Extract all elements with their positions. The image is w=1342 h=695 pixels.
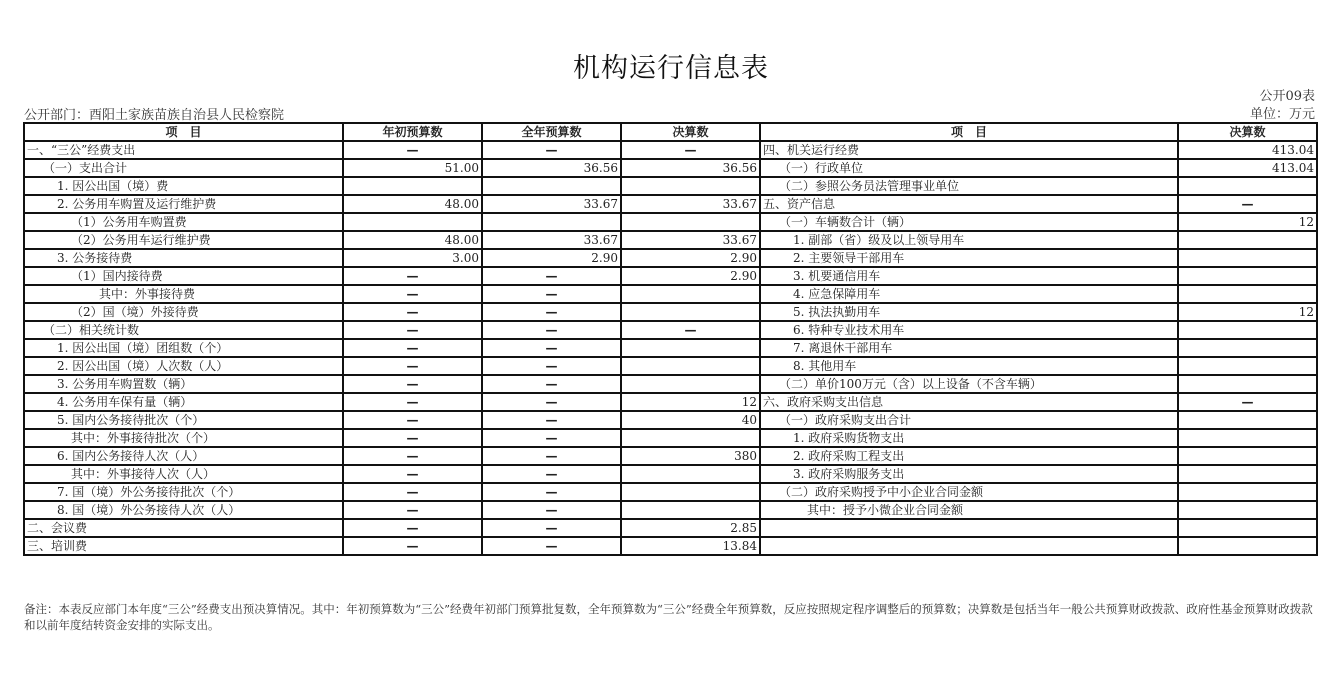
cell-item-right: 3. 机要通信用车 (760, 267, 1178, 285)
footnote: 备注：本表反应部门本年度“三公”经费支出预决算情况。其中：年初预算数为“三公”经费年初部门预算批复数，全年预算数为“三公”经费全年预算数，反应按照规定程序调整后的预算数；决算数是包括当年一般公共预算财政拨款、政府性基金预算财政拨款和以前年度结转资金安排的实际支出。 (24, 602, 1313, 632)
cell-item-left: （1）国内接待费 (24, 267, 343, 285)
cell-initial-budget: 48.00 (343, 195, 482, 213)
cell-final-right (1178, 339, 1317, 357)
cell-item-right: 五、资产信息 (760, 195, 1178, 213)
cell-initial-budget: — (343, 393, 482, 411)
cell-item-right: 1. 政府采购货物支出 (760, 429, 1178, 447)
cell-item-right: 其中：授予小微企业合同金额 (760, 501, 1178, 519)
col-header-initial-budget: 年初预算数 (343, 123, 482, 141)
cell-initial-budget: — (343, 303, 482, 321)
cell-final-left: 2.85 (621, 519, 760, 537)
cell-final-right: — (1178, 195, 1317, 213)
cell-annual-budget: — (482, 429, 621, 447)
cell-annual-budget: — (482, 267, 621, 285)
cell-final-right (1178, 519, 1317, 537)
cell-initial-budget: — (343, 537, 482, 555)
cell-item-left: 其中：外事接待人次（人） (24, 465, 343, 483)
cell-initial-budget: — (343, 267, 482, 285)
table-row (24, 303, 1317, 321)
cell-initial-budget: — (343, 429, 482, 447)
department-label: 公开部门：酉阳土家族苗族自治县人民检察院 (24, 108, 285, 123)
cell-item-left: （二）相关统计数 (24, 321, 343, 339)
cell-final-right (1178, 231, 1317, 249)
cell-final-left (621, 339, 760, 357)
cell-item-left: 4. 公务用车保有量（辆） (24, 393, 343, 411)
cell-final-left (621, 375, 760, 393)
cell-initial-budget: — (343, 483, 482, 501)
table-code: 公开09表 (1259, 89, 1315, 104)
cell-final-right (1178, 429, 1317, 447)
cell-initial-budget: 48.00 (343, 231, 482, 249)
cell-item-right (760, 519, 1178, 537)
cell-initial-budget: — (343, 375, 482, 393)
cell-annual-budget: — (482, 501, 621, 519)
cell-final-left (621, 465, 760, 483)
cell-annual-budget: 2.90 (482, 249, 621, 267)
cell-item-right: （一）车辆数合计（辆） (760, 213, 1178, 231)
cell-annual-budget: — (482, 303, 621, 321)
cell-item-left: 5. 国内公务接待批次（个） (24, 411, 343, 429)
cell-initial-budget: 51.00 (343, 159, 482, 177)
table-row (24, 231, 1317, 249)
cell-final-right (1178, 411, 1317, 429)
cell-final-right (1178, 285, 1317, 303)
col-header-item-left: 项 目 (24, 123, 343, 141)
col-header-annual-budget: 全年预算数 (482, 123, 621, 141)
cell-final-left (621, 483, 760, 501)
cell-item-left: 2. 公务用车购置及运行维护费 (24, 195, 343, 213)
cell-item-right: 4. 应急保障用车 (760, 285, 1178, 303)
cell-final-right: 12 (1178, 213, 1317, 231)
cell-item-right: （二）参照公务员法管理事业单位 (760, 177, 1178, 195)
table-row (24, 159, 1317, 177)
cell-initial-budget: — (343, 339, 482, 357)
cell-final-right (1178, 177, 1317, 195)
col-header-final-right: 决算数 (1178, 123, 1317, 141)
table-row (24, 285, 1317, 303)
cell-annual-budget: 36.56 (482, 159, 621, 177)
cell-item-right: （一）政府采购支出合计 (760, 411, 1178, 429)
cell-final-left (621, 285, 760, 303)
cell-final-left (621, 501, 760, 519)
cell-item-left: 3. 公务接待费 (24, 249, 343, 267)
cell-initial-budget: — (343, 465, 482, 483)
cell-final-right (1178, 249, 1317, 267)
cell-annual-budget: — (482, 447, 621, 465)
cell-item-left: （1）公务用车购置费 (24, 213, 343, 231)
cell-item-right: （二）单价100万元（含）以上设备（不含车辆） (760, 375, 1178, 393)
cell-final-right: 12 (1178, 303, 1317, 321)
info-table (23, 122, 1318, 556)
cell-initial-budget (343, 213, 482, 231)
cell-final-left: 36.56 (621, 159, 760, 177)
cell-item-left: 一、“三公”经费支出 (24, 141, 343, 159)
table-row (24, 375, 1317, 393)
cell-final-left: 33.67 (621, 195, 760, 213)
table-row (24, 357, 1317, 375)
cell-final-left: — (621, 321, 760, 339)
cell-final-left: 13.84 (621, 537, 760, 555)
cell-item-left: （2）公务用车运行维护费 (24, 231, 343, 249)
cell-annual-budget: 33.67 (482, 231, 621, 249)
cell-item-left: （一）支出合计 (24, 159, 343, 177)
table-row (24, 483, 1317, 501)
cell-final-right (1178, 267, 1317, 285)
cell-final-right: 413.04 (1178, 159, 1317, 177)
cell-item-left: 7. 国（境）外公务接待批次（个） (24, 483, 343, 501)
cell-final-left: 33.67 (621, 231, 760, 249)
table-row (24, 213, 1317, 231)
cell-item-left: 3. 公务用车购置数（辆） (24, 375, 343, 393)
cell-item-left: 三、培训费 (24, 537, 343, 555)
table-row (24, 537, 1317, 555)
table-row (24, 411, 1317, 429)
cell-annual-budget: 33.67 (482, 195, 621, 213)
col-header-final-left: 决算数 (621, 123, 760, 141)
table-row (24, 267, 1317, 285)
cell-final-left: 380 (621, 447, 760, 465)
cell-annual-budget: — (482, 519, 621, 537)
cell-item-left: 1. 因公出国（境）团组数（个） (24, 339, 343, 357)
cell-initial-budget: — (343, 447, 482, 465)
cell-item-right: 5. 执法执勤用车 (760, 303, 1178, 321)
cell-item-right: 1. 副部（省）级及以上领导用车 (760, 231, 1178, 249)
table-header-row (24, 123, 1317, 141)
cell-item-left: （2）国（境）外接待费 (24, 303, 343, 321)
cell-final-left (621, 177, 760, 195)
table-row (24, 465, 1317, 483)
cell-annual-budget: — (482, 465, 621, 483)
cell-initial-budget: — (343, 141, 482, 159)
cell-item-left: 1. 因公出国（境）费 (24, 177, 343, 195)
cell-final-left (621, 303, 760, 321)
cell-final-left: 2.90 (621, 249, 760, 267)
cell-annual-budget: — (482, 285, 621, 303)
table-row (24, 321, 1317, 339)
cell-final-left (621, 357, 760, 375)
page-title: 机构运行信息表 (573, 53, 769, 84)
cell-initial-budget: — (343, 501, 482, 519)
cell-annual-budget: — (482, 339, 621, 357)
cell-initial-budget: — (343, 285, 482, 303)
cell-item-right: 6. 特种专业技术用车 (760, 321, 1178, 339)
cell-annual-budget: — (482, 357, 621, 375)
table-row (24, 141, 1317, 159)
cell-annual-budget: — (482, 141, 621, 159)
cell-final-left: — (621, 141, 760, 159)
cell-item-right: （二）政府采购授予中小企业合同金额 (760, 483, 1178, 501)
table-row (24, 429, 1317, 447)
cell-item-right: 3. 政府采购服务支出 (760, 465, 1178, 483)
cell-final-left (621, 429, 760, 447)
cell-final-right (1178, 537, 1317, 555)
cell-final-right (1178, 321, 1317, 339)
table-row (24, 177, 1317, 195)
col-header-item-right: 项 目 (760, 123, 1178, 141)
cell-final-left: 12 (621, 393, 760, 411)
cell-annual-budget (482, 213, 621, 231)
cell-item-right: （一）行政单位 (760, 159, 1178, 177)
cell-final-left: 40 (621, 411, 760, 429)
cell-final-right: 413.04 (1178, 141, 1317, 159)
cell-final-right (1178, 357, 1317, 375)
cell-initial-budget: — (343, 357, 482, 375)
table-body (24, 141, 1317, 555)
cell-item-left: 8. 国（境）外公务接待人次（人） (24, 501, 343, 519)
cell-item-right: 六、政府采购支出信息 (760, 393, 1178, 411)
unit-label: 单位：万元 (1249, 107, 1315, 122)
cell-annual-budget: — (482, 537, 621, 555)
cell-final-right (1178, 465, 1317, 483)
cell-annual-budget: — (482, 483, 621, 501)
cell-final-right (1178, 447, 1317, 465)
cell-initial-budget: — (343, 411, 482, 429)
cell-initial-budget: — (343, 519, 482, 537)
table-row (24, 501, 1317, 519)
table-row (24, 447, 1317, 465)
cell-initial-budget: — (343, 321, 482, 339)
table-row (24, 519, 1317, 537)
cell-final-right (1178, 501, 1317, 519)
cell-item-right: 2. 主要领导干部用车 (760, 249, 1178, 267)
cell-final-right (1178, 483, 1317, 501)
cell-initial-budget: 3.00 (343, 249, 482, 267)
cell-item-right: 7. 离退休干部用车 (760, 339, 1178, 357)
table-row (24, 249, 1317, 267)
cell-annual-budget: — (482, 411, 621, 429)
cell-item-left: 其中：外事接待费 (24, 285, 343, 303)
cell-item-right: 8. 其他用车 (760, 357, 1178, 375)
cell-item-left: 二、会议费 (24, 519, 343, 537)
cell-annual-budget (482, 177, 621, 195)
cell-item-left: 6. 国内公务接待人次（人） (24, 447, 343, 465)
cell-annual-budget: — (482, 393, 621, 411)
cell-item-left: 其中：外事接待批次（个） (24, 429, 343, 447)
cell-final-right: — (1178, 393, 1317, 411)
cell-annual-budget: — (482, 321, 621, 339)
cell-item-right (760, 537, 1178, 555)
cell-annual-budget: — (482, 375, 621, 393)
cell-item-left: 2. 因公出国（境）人次数（人） (24, 357, 343, 375)
cell-item-right: 四、机关运行经费 (760, 141, 1178, 159)
cell-final-left (621, 213, 760, 231)
table-row (24, 393, 1317, 411)
table-row (24, 339, 1317, 357)
table-row (24, 195, 1317, 213)
cell-initial-budget (343, 177, 482, 195)
cell-item-right: 2. 政府采购工程支出 (760, 447, 1178, 465)
cell-final-right (1178, 375, 1317, 393)
cell-final-left: 2.90 (621, 267, 760, 285)
